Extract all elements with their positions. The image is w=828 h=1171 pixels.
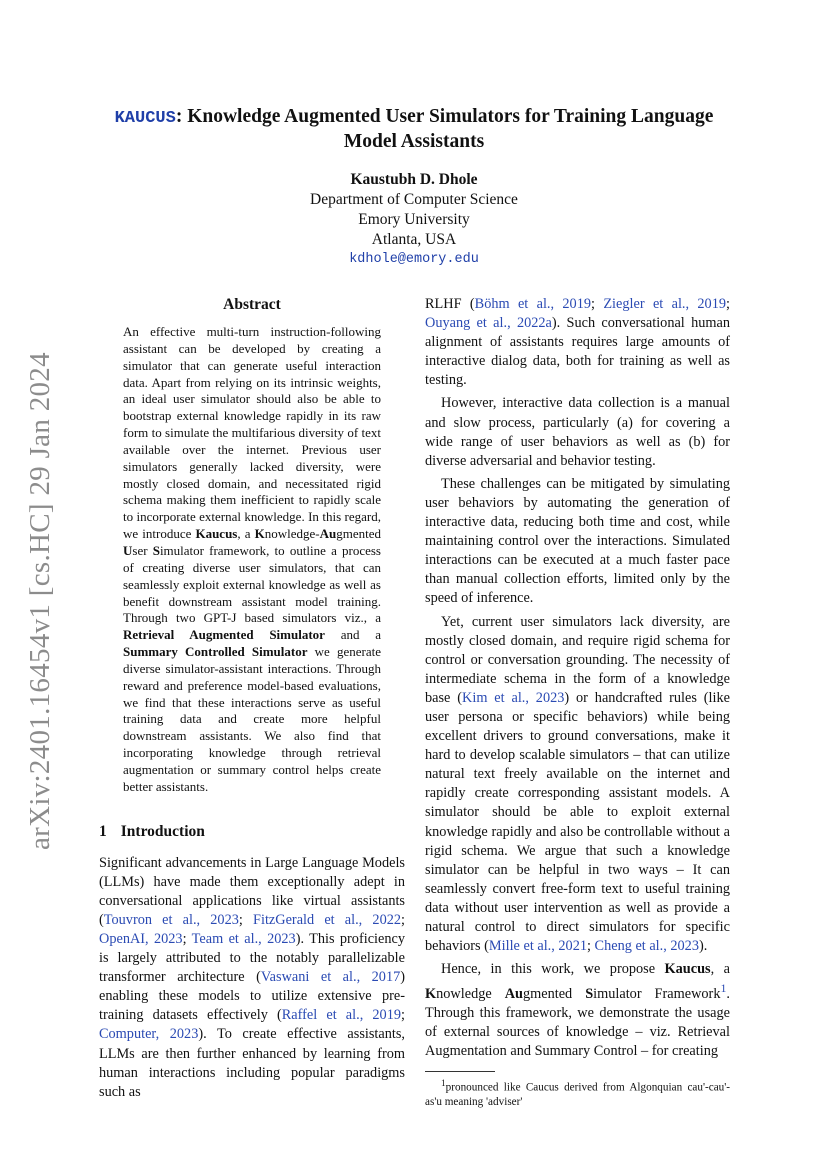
paper-title [100,105,728,153]
author-block [200,170,628,270]
text-span: ; [182,931,192,947]
text-span: ; [401,911,406,928]
text-span: nowledge [436,986,505,1003]
arxiv-identifier: arXiv:2401.16454v1 [cs.HC] 29 Jan 2024 [24,352,56,850]
text-span: ). [698,938,708,955]
abstract-span: gmented [336,526,381,542]
author-department: Department of Computer Science [310,191,518,208]
abstract-acronym: K [254,526,265,542]
text-span: ; [401,1007,405,1024]
citation-link[interactable]: Ziegler et al., 2019 [603,296,727,312]
text-span: Hence, in this work, we propose [441,961,665,978]
abstract-span: nowledge- [264,526,320,542]
citation-link[interactable]: Touvron et al., 2023 [103,911,239,928]
section-heading-introduction [99,822,405,842]
section-title: Introduction [120,822,205,840]
intro-paragraph-1-continued [425,295,730,390]
footnote-number: 1 [441,1079,446,1090]
citation-link[interactable]: Raffel et al., 2019 [281,1007,401,1024]
text-span: ; [238,911,254,928]
text-span: ). To create effective assistants, LLMs are then further enhanced by learning from human interactions including popular paradigms such as [99,1026,405,1100]
citation-link[interactable]: Kim et al., 2023 [462,689,565,706]
citation-link[interactable]: Cheng et al., 2023 [594,938,699,955]
footnote [425,1077,730,1109]
footnote-divider [425,1071,495,1072]
citation-link[interactable]: Mille et al., 2021 [488,938,587,955]
abstract-acronym: S [152,542,160,558]
title-rest: : Knowledge Augmented User Simulators for Training Language Model Assistants [175,106,714,152]
text-span: . Through this framework, we demonstrate the usage of external sources of knowledge – viz. Retrieval Augmentation and Summary Control – for creating [425,986,730,1060]
intro-paragraph-2: However, interactive data collection is a manual and slow process, particularly (a) for covering a wide range of user behaviors as well as (b) for diverse adversarial and behavior testing. [425,395,730,469]
kaucus-bold: Kaucus [664,961,711,978]
text-span: ; [591,296,604,312]
left-column [99,295,405,1102]
acronym-letter: S [585,986,594,1003]
text-span: imulator Framework [593,986,721,1003]
right-column [425,295,730,1109]
text-span: ). This proficiency is largely attributed to the notably parallelizable transformer architecture ( [99,931,405,986]
text-span: ; [726,296,730,312]
text-span: ) or handcrafted rules (like user persona or specific behaviors) while being excellent drivers to ground conversations, make it hard to develop scalable simulators – that can utilize natural text freely available on the internet and rapidly create corresponding assistant models. A simulator should be able to exploit external knowledge rapidly and also be controllable without a rigid schema. We argue that such a knowledge simulator can be helpful in two ways – It can seamlessly convert free-form text to useful training data without user intervention as well as provide a natural control to direct simulators for specific behaviors ( [425,689,730,955]
author-university: Emory University [358,211,470,228]
abstract-span: and a [324,627,381,643]
abstract-acronym: U [123,542,133,558]
abstract-span: imulator framework, to outline a process of creating diverse user simulators, that can seamlessly exploit external knowledge as well as benefit downstream assistant model training. Through two GPT-J based simulators viz., a [123,542,381,626]
abstract-ras: Retrieval Augmented Simulator [123,627,325,643]
intro-paragraph-4 [425,613,730,957]
abstract-span: we generate diverse simulator-assistant interactions. Through reward and preference model-based evaluations, we find that these interactions serve as useful training data and create more helpful downstream assistants. We also find that incorporating knowledge through retrieval augmentation or summary control helps create better assistants. [123,644,381,794]
citation-link[interactable]: Ouyang et al., 2022a [425,315,552,332]
abstract-span: An effective multi-turn instruction-following assistant can be developed by creating a simulator that can generate useful interaction data. Apart from relying on its intrinsic weights, an ideal user simulator should also be able to bootstrap external knowledge rapidly in its raw form to simulate the multifarious diversity of text available over the internet. Previous user simulators generally lacked diversity, were mostly closed domain, and necessitated rigid schema making them inefficient to rapidly scale to incorporate external knowledge. In this regard, we introduce [123,324,381,542]
text-span: Significant advancements in Large Language Models (LLMs) have made them exceptionally adept in conversational applications like virtual assistants ( [99,854,405,928]
section-number: 1 [99,822,107,840]
text-span: gmented [522,986,586,1003]
text-span: RLHF ( [425,296,475,312]
abstract-heading: Abstract [223,296,281,313]
abstract-kaucus: Kaucus [195,526,238,542]
text-span: , a [710,961,730,978]
acronym-letter: K [425,986,437,1003]
citation-link[interactable]: FitzGerald et al., 2022 [253,911,402,928]
text-span: ). Such conversational human alignment of assistants requires large amounts of interactive dialog data, both for training as well as testing. [425,315,730,389]
footnote-marker[interactable]: 1 [720,981,727,996]
author-email[interactable]: kdhole@emory.edu [349,252,479,267]
citation-link[interactable]: Vaswani et al., 2017 [260,969,401,986]
text-span: ; [587,938,595,955]
text-span: ) enabling these models to utilize extensive pre-training datasets effectively ( [99,969,406,1024]
footnote-text: pronounced like Caucus derived from Algonquian cau'-cau'-as'u meaning 'adviser' [425,1082,730,1109]
title-kaucus: KAUCUS [114,109,176,128]
acronym-letter: Au [504,986,523,1003]
abstract-span: ser [132,542,153,558]
abstract-scs: Summary Controlled Simulator [123,644,308,660]
author-name: Kaustubh D. Dhole [350,171,478,188]
abstract-acronym: Au [319,526,337,542]
citation-link[interactable]: Computer, 2023 [99,1026,199,1043]
intro-paragraph-1 [99,854,405,1102]
intro-paragraph-3: These challenges can be mitigated by simulating user behaviors by automating the generation of interactive data, reducing both time and cost, while maintaining control over the interactions. Simulated interactions can be executed at a much faster pace than manual collection efforts, limited only by the speed of inference. [425,475,730,607]
intro-paragraph-5 [425,960,730,1061]
abstract-text [123,324,381,796]
abstract-span: , a [237,526,255,542]
citation-link[interactable]: OpenAI, 2023 [99,931,183,947]
author-location: Atlanta, USA [371,231,457,248]
citation-link[interactable]: Team et al., 2023 [191,931,296,947]
text-span: Yet, current user simulators lack diversity, are mostly closed domain, and require rigid schema for control or conversation grounding. The necessity of intermediate schema in the form of a knowledge base ( [425,613,730,706]
citation-link[interactable]: Böhm et al., 2019 [474,296,592,312]
